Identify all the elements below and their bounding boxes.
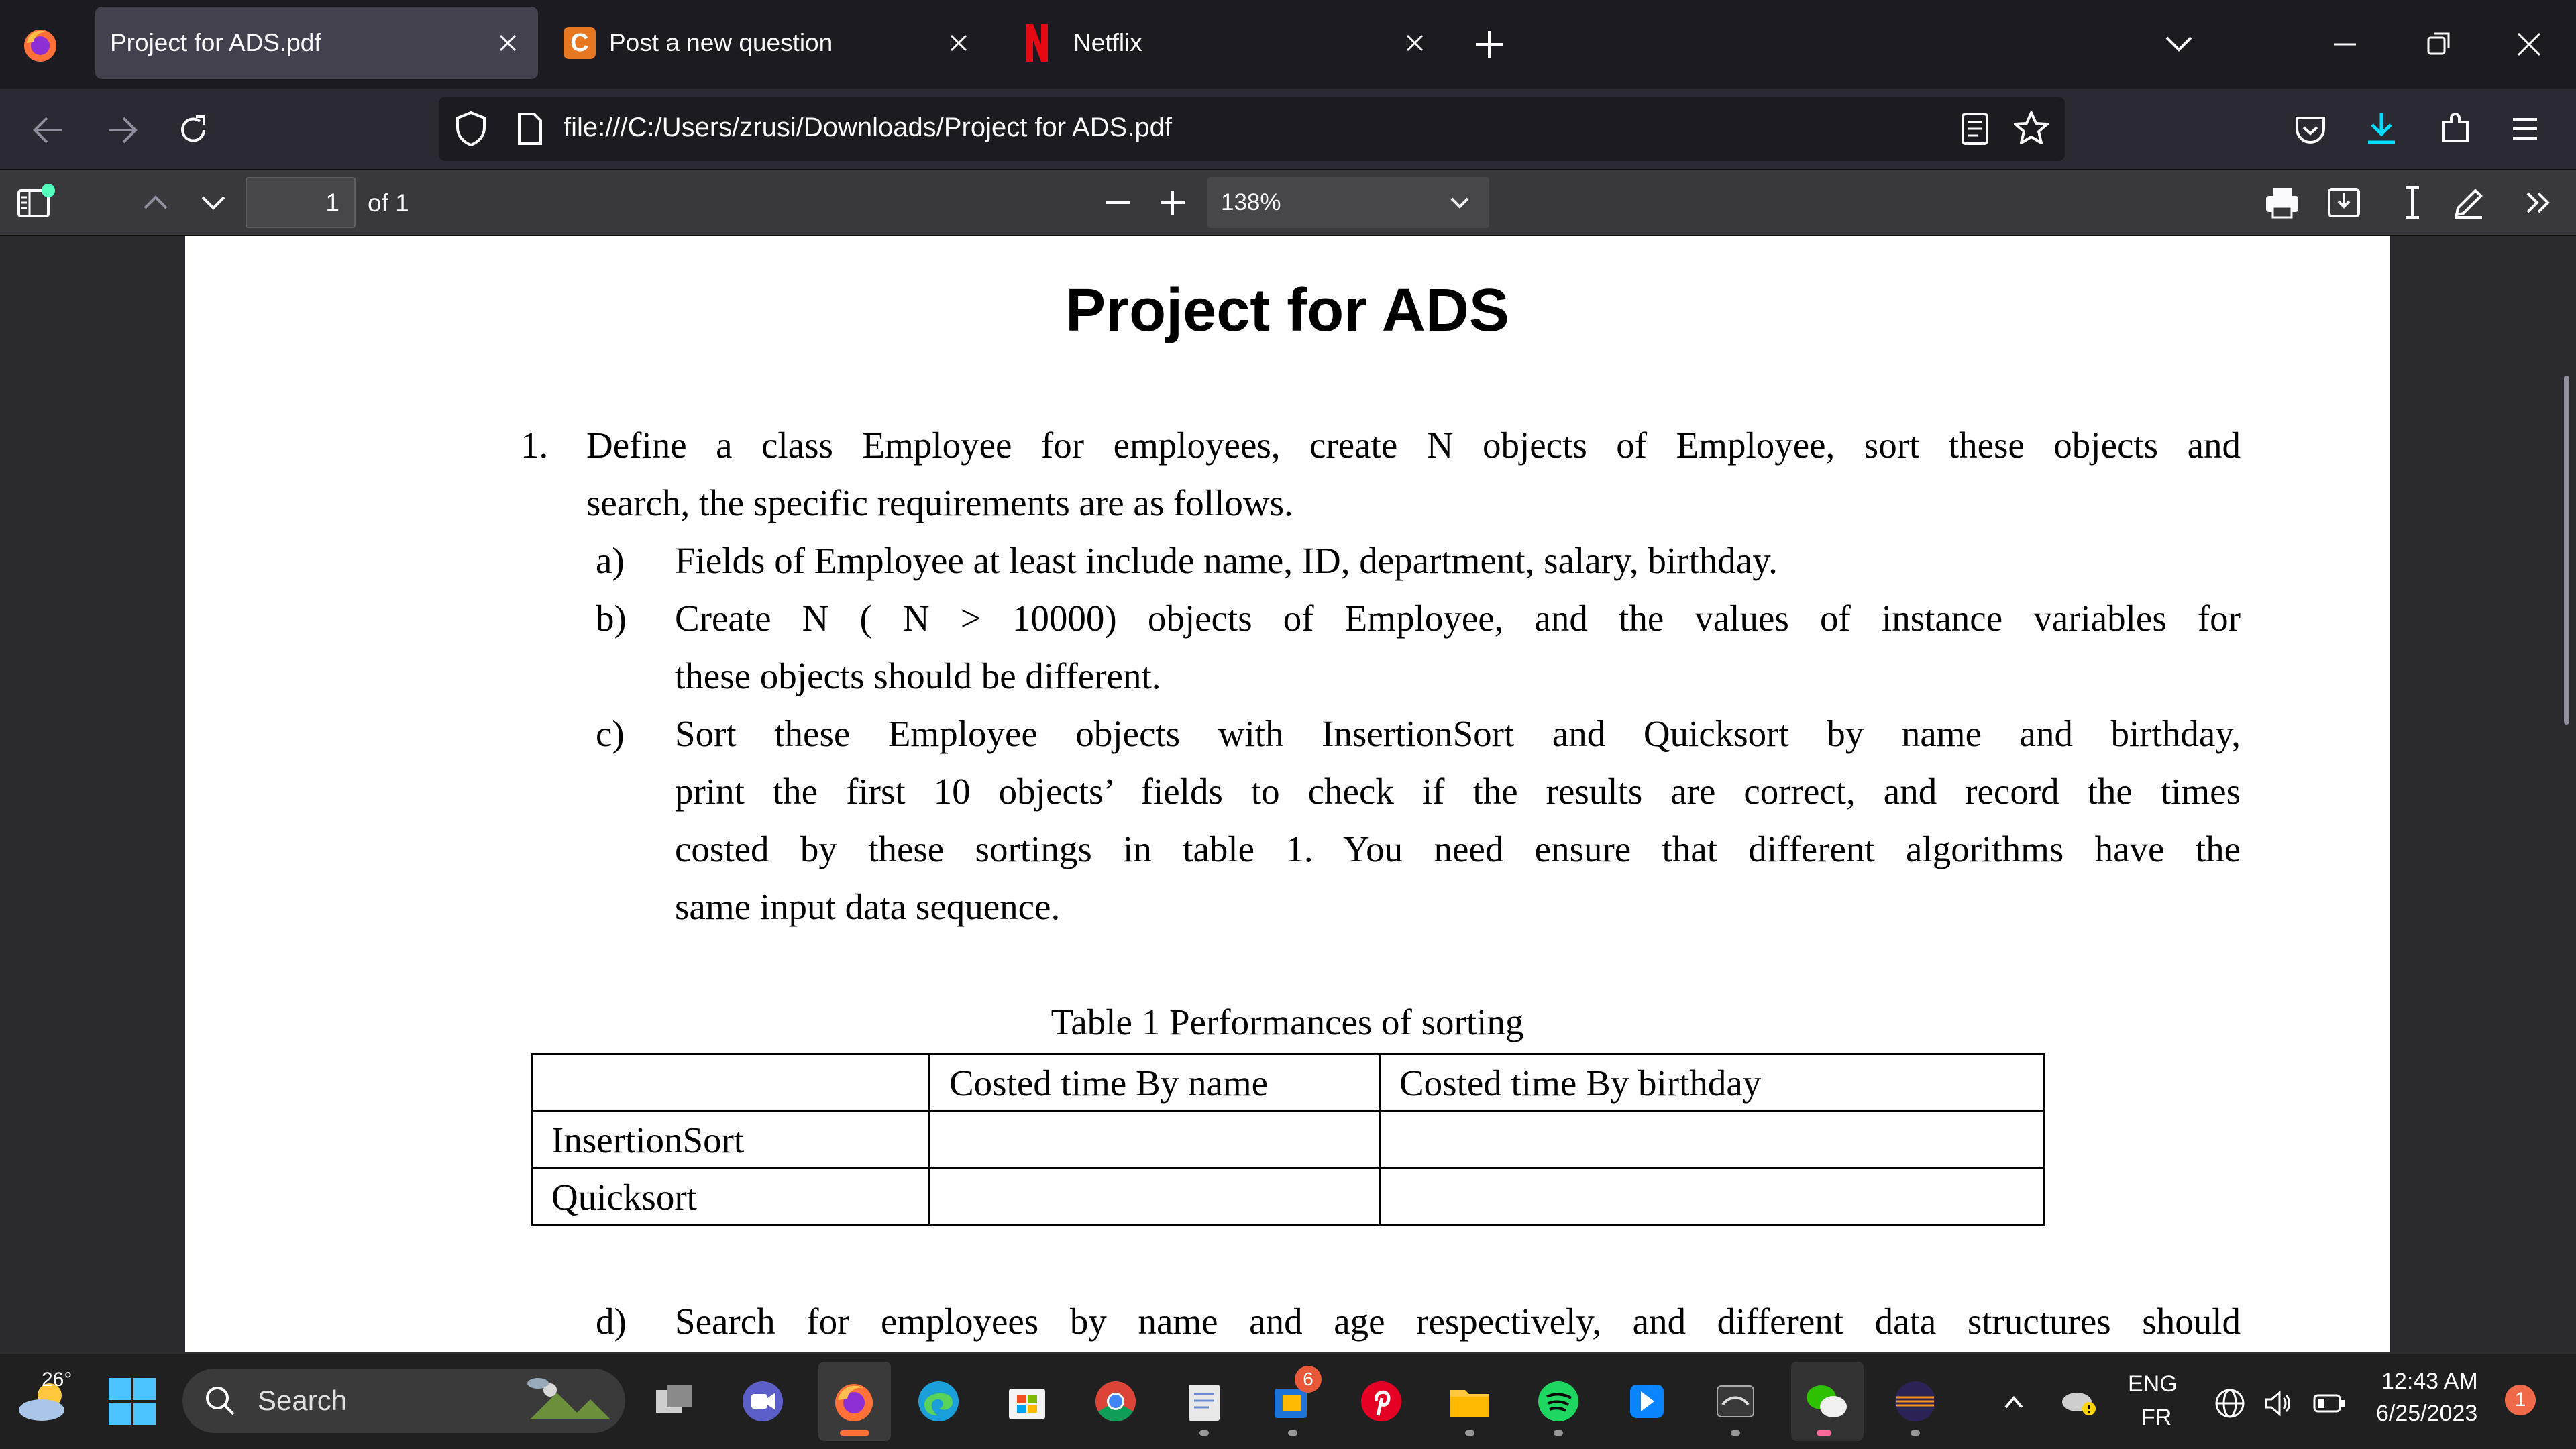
chevron-up-icon[interactable] <box>2000 1390 2027 1414</box>
back-arrow-icon[interactable] <box>27 111 70 149</box>
new-tab-icon[interactable] <box>1470 25 1508 63</box>
table-cell <box>1380 1112 2045 1169</box>
app-badge: 6 <box>1295 1366 1322 1393</box>
pinterest-icon[interactable] <box>1351 1371 1411 1432</box>
scrollbar-thumb[interactable] <box>2564 376 2569 724</box>
running-indicator <box>1199 1430 1209 1436</box>
file-explorer-icon[interactable] <box>1440 1371 1500 1432</box>
tab-netflix[interactable] <box>1012 7 1441 79</box>
wechat-icon[interactable] <box>1796 1371 1857 1432</box>
arrow-app-icon[interactable] <box>1617 1371 1677 1432</box>
shield-icon[interactable] <box>453 110 488 148</box>
close-tab-icon[interactable] <box>1397 25 1433 61</box>
table-header-row <box>532 1055 2045 1112</box>
running-indicator <box>1465 1430 1474 1436</box>
list-all-tabs-icon[interactable] <box>2160 28 2198 60</box>
document-title: Project for ADS <box>1065 277 1509 344</box>
sub-item-line: same input data sequence. <box>675 886 1061 927</box>
sub-item-marker: c) <box>596 713 625 754</box>
tab-project-for-ads[interactable] <box>95 7 538 79</box>
print-icon[interactable] <box>2262 184 2302 221</box>
keyboard-layout-indicator[interactable]: FR <box>2141 1405 2172 1430</box>
clock-date[interactable]: 6/25/2023 <box>2376 1401 2478 1426</box>
tools-chevron-icon[interactable] <box>2520 185 2557 220</box>
restore-icon[interactable] <box>2422 27 2457 62</box>
pdf-page <box>185 236 2390 1352</box>
chegg-c-icon: C <box>564 27 596 59</box>
notification-badge[interactable]: 1 <box>2505 1385 2536 1415</box>
sidebar-toggle-icon[interactable] <box>13 182 56 223</box>
microsoft-store-icon[interactable] <box>997 1371 1057 1432</box>
reader-view-icon[interactable] <box>1957 110 1992 148</box>
intro-line: search, the specific requirements are as follows. <box>586 482 1293 523</box>
zoom-select[interactable] <box>1208 177 1489 228</box>
close-tab-icon[interactable] <box>490 25 526 61</box>
table-header-cell: Costed time By birthday <box>1380 1055 2045 1112</box>
table-row <box>532 1169 2045 1226</box>
edge-icon[interactable] <box>908 1371 969 1432</box>
notepad-icon[interactable] <box>1174 1371 1234 1432</box>
downloads-icon[interactable] <box>2360 107 2403 150</box>
table-cell <box>930 1169 1380 1226</box>
network-globe-icon[interactable] <box>2211 1385 2249 1422</box>
chrome-icon[interactable] <box>1085 1371 1146 1432</box>
sub-item-line: Create N ( N > 10000) objects of Employee, and the values of instance variables for <box>675 598 2241 639</box>
url-text[interactable]: file:///C:/Users/zrusi/Downloads/Project for ADS.pdf <box>564 113 1172 142</box>
onedrive-warning-icon[interactable] <box>2059 1385 2100 1419</box>
running-indicator <box>1288 1430 1297 1436</box>
zoom-value: 138% <box>1221 189 1281 215</box>
battery-icon[interactable] <box>2310 1389 2348 1418</box>
sub-item-marker: d) <box>596 1301 627 1342</box>
table-cell <box>930 1112 1380 1169</box>
search-label: Search <box>258 1385 347 1416</box>
firefox-icon[interactable] <box>19 23 62 66</box>
text-cursor-icon[interactable] <box>2395 182 2430 223</box>
sub-item-line: these objects should be different. <box>675 655 1161 696</box>
sub-item-line: costed by these sortings in table 1. You need ensure that different algorithms have the <box>675 828 2241 869</box>
previous-page-icon[interactable] <box>138 188 173 217</box>
tab-title: Post a new question <box>609 29 833 56</box>
volume-icon[interactable] <box>2261 1386 2296 1421</box>
save-download-icon[interactable] <box>2324 184 2364 221</box>
page-count: of 1 <box>368 189 409 217</box>
intro-line: Define a class Employee for employees, create N objects of Employee, sort these objects and <box>586 425 2241 466</box>
firefox-taskbar-icon[interactable] <box>824 1371 884 1432</box>
zoom-in-icon[interactable] <box>1155 185 1190 220</box>
sub-item-line: Search for employees by name and age respectively, and different data structures should <box>675 1301 2241 1342</box>
table-cell: Quicksort <box>532 1169 930 1226</box>
eclipse-icon[interactable] <box>1885 1371 1945 1432</box>
table-header-cell: Costed time By name <box>930 1055 1380 1112</box>
windows-start-icon[interactable] <box>107 1377 157 1426</box>
close-window-icon[interactable] <box>2512 27 2546 62</box>
forward-arrow-icon[interactable] <box>101 111 144 149</box>
pocket-icon[interactable] <box>2290 110 2330 150</box>
search-highlight-image <box>523 1373 617 1429</box>
minimize-icon[interactable] <box>2328 27 2363 62</box>
close-tab-icon[interactable] <box>941 25 977 61</box>
table-cell <box>1380 1169 2045 1226</box>
running-indicator <box>1911 1430 1920 1436</box>
performance-table <box>531 1053 2045 1226</box>
weather-temperature: 26° <box>42 1368 72 1391</box>
spotify-icon[interactable] <box>1528 1371 1589 1432</box>
sub-item-line: Sort these Employee objects with InsertionSort and Quicksort by name and birthday, <box>675 713 2241 754</box>
language-indicator[interactable]: ENG <box>2128 1371 2178 1397</box>
menu-hamburger-icon[interactable] <box>2506 111 2544 146</box>
tab-title: Project for ADS.pdf <box>110 29 321 56</box>
chevron-down-icon <box>1446 192 1473 213</box>
zoom-out-icon[interactable] <box>1100 185 1135 220</box>
sub-item-marker: a) <box>596 540 625 581</box>
teams-meet-icon[interactable] <box>733 1371 793 1432</box>
tab-post-a-new-question[interactable] <box>555 7 985 79</box>
active-app-indicator <box>840 1430 869 1436</box>
tab-title: Netflix <box>1073 29 1142 56</box>
sub-item-marker: b) <box>596 598 627 639</box>
table-header-cell <box>532 1055 930 1112</box>
bookmark-star-icon[interactable] <box>2011 109 2051 149</box>
draw-pen-icon[interactable] <box>2449 182 2489 223</box>
extensions-icon[interactable] <box>2434 107 2477 150</box>
item-number: 1. <box>521 425 549 466</box>
file-page-icon[interactable] <box>515 111 545 146</box>
rog-armoury-icon[interactable] <box>1705 1371 1766 1432</box>
table-caption: Table 1 Performances of sorting <box>1051 1002 1524 1042</box>
table-row <box>532 1112 2045 1169</box>
clock-time[interactable]: 12:43 AM <box>2381 1368 2478 1394</box>
netflix-n-icon <box>1021 23 1053 63</box>
reload-icon[interactable] <box>173 110 213 150</box>
search-icon <box>201 1382 239 1419</box>
running-indicator <box>1554 1430 1563 1436</box>
sub-item-line: Fields of Employee at least include name, ID, department, salary, birthday. <box>675 540 1778 581</box>
running-indicator <box>1817 1430 1831 1436</box>
table-cell: InsertionSort <box>532 1112 930 1169</box>
running-indicator <box>1731 1430 1740 1436</box>
task-view-icon[interactable] <box>644 1371 704 1432</box>
page-number-input[interactable]: 1 <box>246 177 356 228</box>
next-page-icon[interactable] <box>196 188 231 217</box>
sub-item-line: print the first 10 objects’ fields to check if the results are correct, and record the times <box>675 771 2241 812</box>
